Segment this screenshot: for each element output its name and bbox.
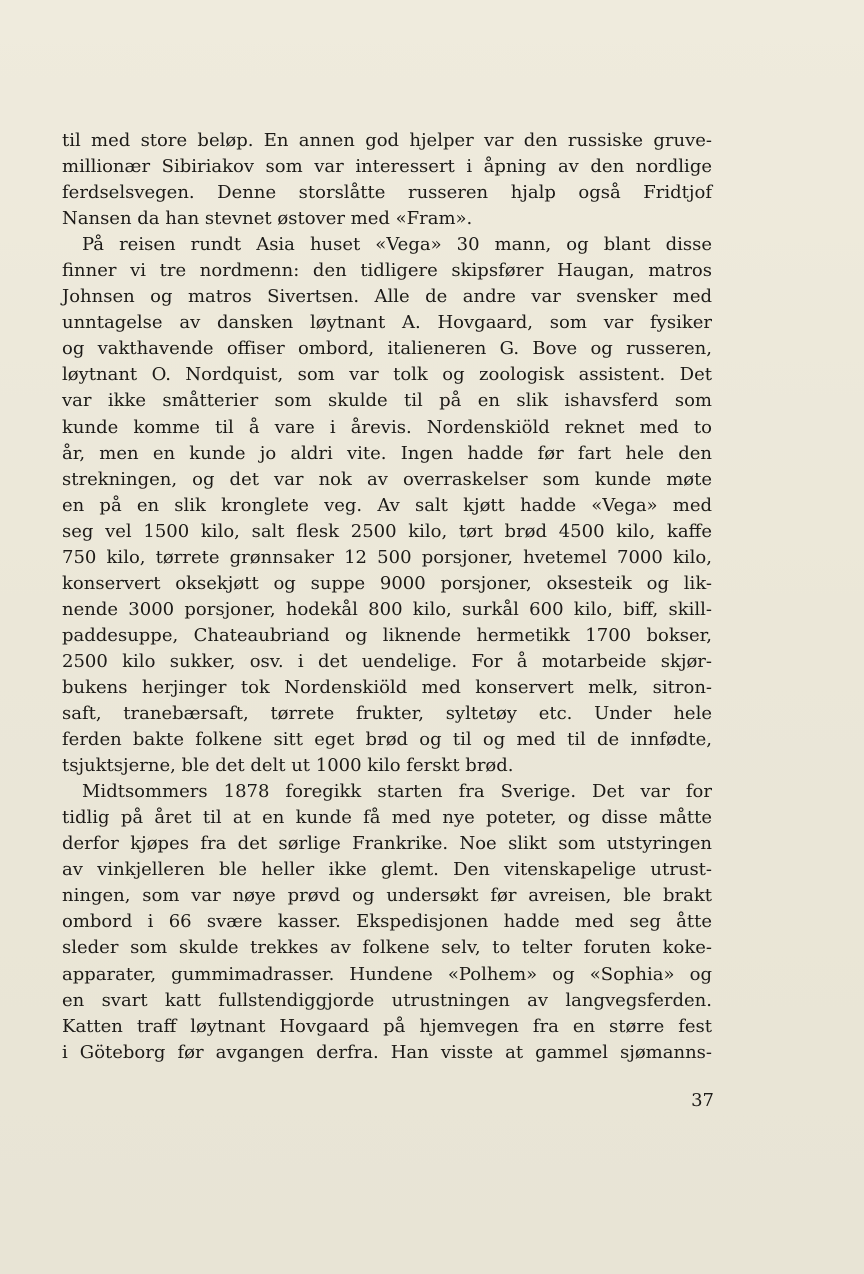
text-line: paddesuppe, Chateaubriand og liknende hermetikk 1700 bokser, [62, 624, 712, 646]
text-line: konservert oksekjøtt og suppe 9000 porsjoner, oksesteik og lik- [62, 572, 712, 594]
text-line: ombord i 66 svære kasser. Ekspedisjonen hadde med seg åtte [62, 911, 712, 933]
paragraph [62, 232, 712, 779]
text-line: millionær Sibiriakov som var interessert i åpning av den nordlige [62, 156, 712, 178]
text-line: Katten traff løytnant Hovgaard på hjemvegen fra en større fest [62, 1015, 712, 1037]
text-line: Nansen da han stevnet østover med «Fram». [62, 208, 473, 230]
paragraph [62, 128, 712, 232]
paragraph [62, 779, 712, 1066]
text-line: sleder som skulde trekkes av folkene selv, to telter foruten koke- [62, 937, 712, 959]
text-line: unntagelse av dansken løytnant A. Hovgaard, som var fysiker [62, 312, 712, 334]
text-line: en svart katt fullstendiggjorde utrustningen av langvegsferden. [62, 989, 712, 1011]
text-line: tsjuktsjerne, ble det delt ut 1000 kilo ferskt brød. [62, 755, 514, 777]
text-line: bukens herjinger tok Nordenskiöld med konservert melk, sitron- [62, 676, 712, 698]
text-line: var ikke småtterier som skulde til på en slik ishavsferd som [62, 390, 712, 412]
text-line: i Göteborg før avgangen derfra. Han visste at gammel sjømanns- [62, 1041, 712, 1063]
text-line: av vinkjelleren ble heller ikke glemt. Den vitenskapelige utrust- [62, 859, 712, 881]
text-line: kunde komme til å vare i årevis. Nordenskiöld reknet med to [62, 416, 712, 438]
text-line: løytnant O. Nordquist, som var tolk og zoologisk assistent. Det [62, 364, 712, 386]
text-line: til med store beløp. En annen god hjelper var den russiske gruve- [62, 130, 712, 151]
text-line: derfor kjøpes fra det sørlige Frankrike. Noe slikt som utstyringen [62, 833, 712, 855]
text-line: ningen, som var nøye prøvd og undersøkt før avreisen, ble brakt [62, 885, 712, 907]
text-line: ferdselsvegen. Denne storslåtte russeren hjalp også Fridtjof [62, 182, 712, 204]
text-line: På reisen rundt Asia huset «Vega» 30 mann, og blant disse [82, 234, 712, 256]
text-line: ferden bakte folkene sitt eget brød og til og med til de innfødte, [62, 729, 712, 751]
text-line: finner vi tre nordmenn: den tidligere skipsfører Haugan, matros [62, 260, 712, 282]
text-line: saft, tranebærsaft, tørrete frukter, syltetøy etc. Under hele [62, 703, 712, 725]
text-line: nende 3000 porsjoner, hodekål 800 kilo, surkål 600 kilo, biff, skill- [62, 598, 712, 620]
text-line: tidlig på året til at en kunde få med nye poteter, og disse måtte [62, 807, 712, 829]
text-line: og vakthavende offiser ombord, italieneren G. Bove og russeren, [62, 338, 712, 360]
text-line: 750 kilo, tørrete grønnsaker 12 500 porsjoner, hvetemel 7000 kilo, [62, 546, 712, 568]
text-line: år, men en kunde jo aldri vite. Ingen hadde før fart hele den [62, 442, 712, 464]
text-line: en på en slik kronglete veg. Av salt kjøtt hadde «Vega» med [62, 494, 712, 516]
text-line: Johnsen og matros Sivertsen. Alle de andre var svensker med [62, 286, 712, 308]
text-line: 2500 kilo sukker, osv. i det uendelige. For å motarbeide skjør- [62, 650, 712, 672]
text-line: seg vel 1500 kilo, salt flesk 2500 kilo, tørt brød 4500 kilo, kaffe [62, 520, 712, 542]
text-line: Midtsommers 1878 foregikk starten fra Sverige. Det var for [82, 781, 712, 803]
body-text [62, 128, 712, 1066]
page-number: 37 [691, 1090, 714, 1111]
text-line: apparater, gummimadrasser. Hundene «Polhem» og «Sophia» og [62, 963, 712, 985]
text-line: strekningen, og det var nok av overraskelser som kunde møte [62, 468, 712, 490]
